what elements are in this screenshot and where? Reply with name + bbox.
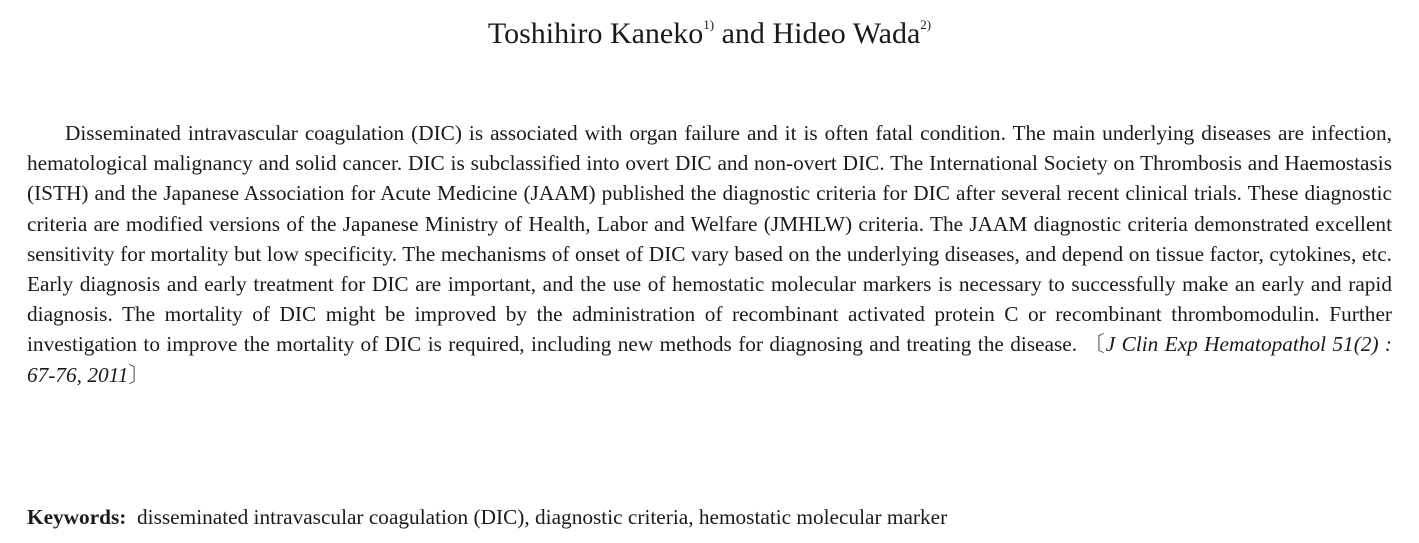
journal-citation: J Clin Exp Hematopathol 51(2) : 67-76, 2011 bbox=[27, 332, 1393, 387]
keywords-text: disseminated intravascular coagulation (DIC), diagnostic criteria, hemostatic molecular marker bbox=[137, 505, 948, 529]
author-1-name: Toshihiro Kaneko bbox=[487, 17, 704, 50]
author-2-name: Hideo Wada bbox=[772, 17, 921, 50]
citation-close-bracket: 〕 bbox=[128, 362, 150, 387]
keywords-label: Keywords: bbox=[27, 505, 127, 529]
author-connector: and bbox=[721, 17, 765, 50]
author-line bbox=[0, 16, 1419, 57]
citation-open-bracket: 〔 bbox=[1083, 332, 1106, 357]
keywords-line bbox=[27, 503, 1392, 531]
abstract-paragraph bbox=[27, 118, 1392, 390]
abstract-text: Disseminated intravascular coagulation (DIC) is associated with organ failure and it is often fatal condition. The main underlying diseases are infection, hematological malignancy and solid cancer. DIC is subclassified into overt DIC and non-overt DIC. The International Society on Thrombosis and Haemostasis (ISTH) and the Japanese Association for Acute Medicine (JAAM) published the diagnostic criteria for DIC after several recent clinical trials. These diagnostic criteria are modified versions of the Japanese Ministry of Health, Labor and Welfare (JMHLW) criteria. The JAAM diagnostic criteria demonstrated excellent sensitivity for mortality but low specificity. The mechanisms of onset of DIC vary based on the underlying diseases, and depend on tissue factor, cytokines, etc. Early diagnosis and early treatment for DIC are important, and the use of hemostatic molecular markers is necessary to successfully make an early and rapid diagnosis. The mortality of DIC might be improved by the administration of recombinant activated protein C or recombinant thrombomodulin. Further investigation to improve the mortality of DIC is required, including new methods for diagnosing and treating the disease. bbox=[27, 121, 1392, 357]
author-1-affiliation: 1) bbox=[703, 17, 715, 32]
author-2-affiliation: 2) bbox=[920, 17, 932, 32]
